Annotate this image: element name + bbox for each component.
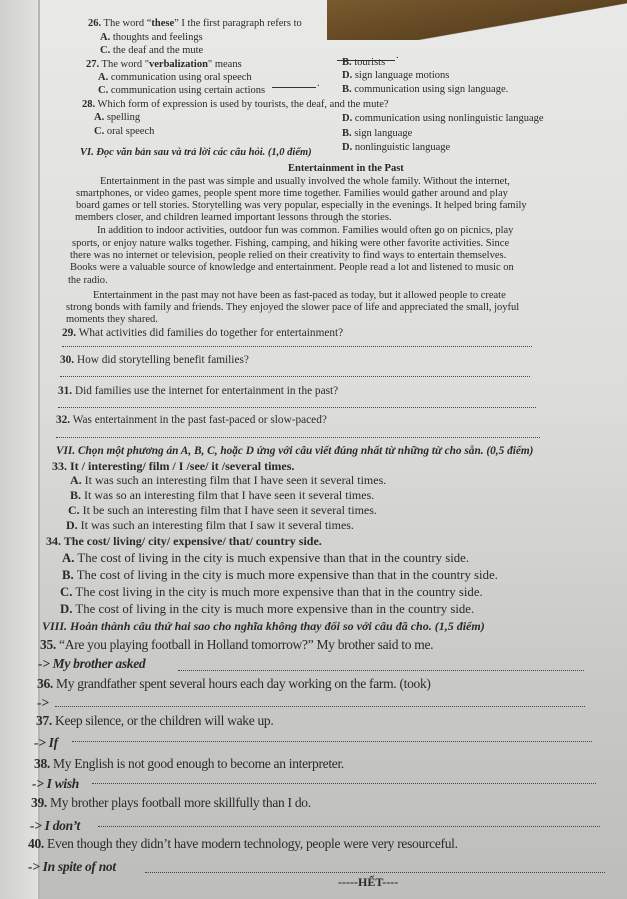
q-text: " means [207,59,242,70]
answer-line[interactable] [60,376,530,377]
q-text: The word “ [101,18,152,29]
q-text: What activities did families do together for entertainment? [76,327,344,339]
question-33: 33. It / interesting/ film / I /see/ it /several times. [52,459,295,473]
option-text: oral speech [106,126,155,137]
letter: A. [62,551,75,565]
question-number: 37. [36,713,52,728]
period: . [317,78,320,89]
section-heading-viii: VIII. Hoàn thành câu thứ hai sao cho nghĩa không thay đổi so với câu đã cho. (1,5 điểm) [42,619,485,633]
option-text: spelling [106,112,141,123]
question-number: 36. [37,676,53,691]
question-number: 32. [56,414,71,426]
option-a [94,112,140,124]
passage-line: there was no internet or television, people relied on their creativity to find ways to entertain themselves. [70,250,507,261]
question-number: 38. [34,756,50,771]
passage-line: strong bonds with family and friends. They enjoyed the slower pace of life and appreciated the small, joyful [66,302,520,313]
q-text: Even though they didn’t have modern technology, people were very resourceful. [43,836,458,851]
option-text: tourists [354,57,386,68]
q-text: Keep silence, or the children will wake up. [51,713,274,728]
letter: D. [66,518,78,532]
answer-prompt: -> I don’t [30,818,80,833]
question-35 [40,638,433,653]
option-text: sign language [354,128,413,139]
answer-prompt: -> My brother asked [38,656,146,671]
option-a [98,72,252,84]
option-d [342,70,449,82]
option-text: communication using certain actions [110,85,266,96]
q-text: “Are you playing football in Holland tomorrow?” My brother said to me. [55,637,434,652]
section-heading-vi: VI. Đọc văn bản sau và trả lời các câu hỏi. (1,0 điểm) [80,147,312,158]
passage-line: the radio. [68,275,108,286]
letter: B. [70,488,82,502]
answer-line[interactable] [98,826,600,827]
question-38 [34,757,344,772]
option-text: It was so an interesting film that I have seen it several times. [84,488,375,502]
question-34: 34. The cost/ living/ city/ expensive/ that/ country side. [46,534,322,548]
question-number: 29. [62,327,77,339]
answer-blank [272,87,316,88]
option-a [70,474,386,487]
answer-line[interactable] [62,346,532,347]
question-39 [31,796,311,811]
option-c [100,45,203,57]
question-28 [82,99,389,111]
option-text: sign language motions [354,70,450,81]
option-a [100,32,203,44]
option-c [68,504,377,517]
option-text: nonlinguistic language [354,142,451,153]
question-37 [36,714,273,729]
answer-line[interactable] [56,437,540,438]
q-text: My brother plays football more skillfully than I do. [46,795,311,810]
option-d [342,113,544,125]
q-text: Was entertainment in the past fast-paced or slow-paced? [70,414,327,426]
passage-line: Entertainment in the past was simple and usually involved the whole family. Without the internet, [100,176,510,187]
option-text: It be such an interesting film that I have seen it several times. [82,503,377,517]
question-number: 30. [60,354,75,366]
letter: B. [342,128,352,139]
letter: C. [68,503,80,517]
option-text: the deaf and the mute [112,45,204,56]
passage-line: smartphones, or video games, people spent more time together. Families would gather around and play [76,188,508,199]
letter: C. [94,126,105,137]
letter: C. [100,45,111,56]
option-d [342,142,450,154]
letter: A. [98,72,109,83]
option-text: It was such an interesting film that I saw it several times. [80,518,354,532]
option-text: communication using nonlinguistic language [354,113,544,124]
section-heading-vii: VII. Chọn một phương án A, B, C, hoặc D ứng với câu viết đúng nhất từ những từ cho sẵn. (0,5 điểm) [56,445,534,457]
option-a [62,551,469,565]
letter: C. [98,85,109,96]
letter: B. [342,84,352,95]
answer-line[interactable] [55,706,585,707]
question-27 [86,59,242,71]
answer-prompt: -> [37,695,49,710]
passage-line: Books were a valuable source of knowledge and entertainment. People read a lot and listened to music on [70,262,514,273]
question-number: 40. [28,836,44,851]
option-b [342,128,412,140]
question-32 [56,414,327,426]
keyword: these [151,18,175,29]
q-text: The word " [99,59,149,70]
letter: A. [94,112,105,123]
letter: B. [342,57,352,68]
option-text: The cost of living in the city is much more expensive than that in the country side. [76,568,498,582]
passage-line: board games or tell stories. Storytelling was very popular, especially in the evenings. It helped bring family [76,200,527,211]
option-text: It was such an interesting film that I have seen it several times. [84,473,387,487]
passage-line: members closer, and children learned important lessons through the stories. [75,212,392,223]
answer-prompt: -> If [34,735,58,750]
question-30 [60,354,249,366]
letter: B. [62,568,74,582]
question-number: 26. [88,18,102,29]
answer-line[interactable] [178,670,584,671]
period: . [396,50,399,61]
letter: A. [100,32,111,43]
question-31 [58,385,338,397]
option-text: communication using oral speech [110,72,252,83]
letter: D. [60,602,73,616]
question-29 [62,327,343,339]
option-d [66,519,354,532]
letter: D. [342,142,353,153]
question-number: 28. [82,99,96,110]
option-c [98,85,265,97]
letter: D. [342,113,353,124]
question-26 [88,18,302,30]
question-36 [37,677,431,692]
q-text: My grandfather spent several hours each day working on the farm. (took) [52,676,431,691]
letter: C. [60,585,73,599]
question-number: 31. [58,385,73,397]
answer-prompt: -> In spite of not [28,859,116,874]
q-text: My English is not good enough to become an interpreter. [49,756,345,771]
answer-line[interactable] [72,741,592,742]
q-text: Did families use the internet for entertainment in the past? [72,385,339,397]
option-text: The cost of living in the city is much expensive than that in the country side. [77,551,470,565]
answer-line[interactable] [92,783,596,784]
q-text: How did storytelling benefit families? [74,354,249,366]
option-text: The cost of living in the city is much more expensive than in the country side. [75,602,475,616]
q-text: Which form of expression is used by tourists, the deaf, and the mute? [95,99,389,110]
letter: A. [70,473,82,487]
letter: D. [342,70,353,81]
passage-title: Entertainment in the Past [288,163,404,174]
passage-line: In addition to indoor activities, outdoor fun was common. Families would often go on picnics, play [97,225,514,236]
passage-line: Entertainment in the past may not have been as fast-paced as today, but it allowed people to create [93,290,506,301]
passage-line: sports, or enjoy nature walks together. Fishing, camping, and hiking were other favorite activities. Since [72,238,510,249]
passage-line: moments they shared. [66,314,158,325]
option-c [60,585,483,599]
question-number: 39. [31,795,47,810]
option-b [342,84,508,96]
keyword: verbalization [149,59,208,70]
option-b [342,57,385,69]
option-text: communication using sign language. [354,84,509,95]
question-number: 27. [86,59,100,70]
question-40 [28,837,458,852]
option-b [62,568,498,582]
option-text: The cost living in the city is much more expensive than that in the country side. [75,585,483,599]
option-d [60,602,474,616]
answer-line[interactable] [58,407,536,408]
q-text: ” I the first paragraph refers to [174,18,302,29]
option-text: thoughts and feelings [112,32,203,43]
option-b [70,489,374,502]
option-c [94,126,154,138]
end-mark: -----HẾT---- [338,875,399,889]
wooden-table-background [327,0,627,40]
question-number: 35. [40,637,56,652]
answer-prompt: -> I wish [32,776,80,791]
answer-line[interactable] [145,872,605,873]
